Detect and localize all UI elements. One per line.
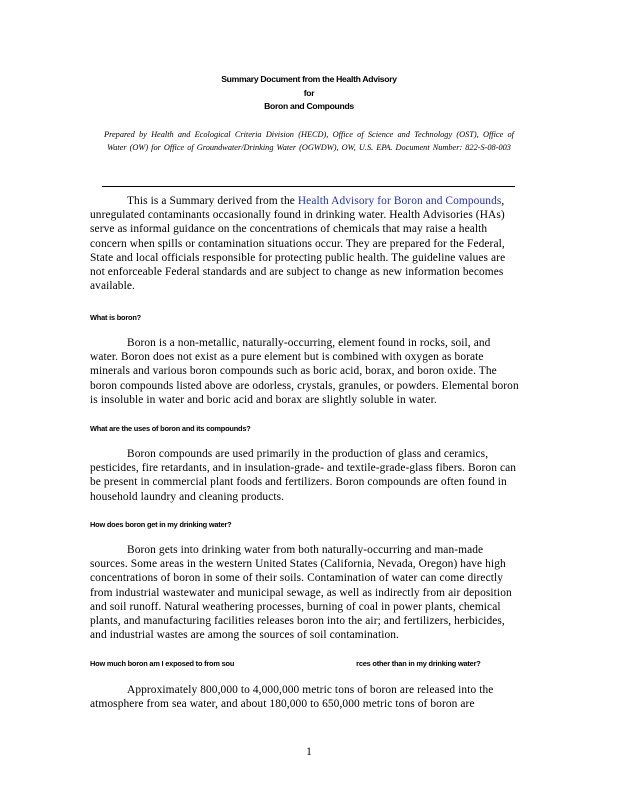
title-line: Boron and Compounds <box>264 101 354 111</box>
section-text: Boron compounds are used primarily in the production of glass and ceramics, pesticides, fire retardants, and in insulation-grade- and textile-grade-glass fibers. Boron can be present in commercial plant foods and fertilizers. Boron compounds are often found in household laundry and cleaning products. <box>90 448 517 503</box>
section-paragraph <box>90 336 520 407</box>
section-text: Boron is a non-metallic, naturally-occurring, element found in rocks, soil, and water. Boron does not exist as a pure element but is combined with oxygen as borate minerals and various boron compounds such as boric acid, borax, and boron oxide. The boron compounds listed above are odorless, crystals, granules, or powders. Elemental boron is insoluble in water and boric acid and borax are slightly soluble in water. <box>90 337 519 406</box>
horizontal-rule <box>102 186 515 187</box>
intro-lead: This is a Summary derived from the <box>127 195 295 207</box>
prepared-by-statement: Prepared by Health and Ecological Criteria Division (HECD), Office of Science and Technology (OST), Office of Water (OW) for Office of Groundwater/Drinking Water (OGWDW), OW, U.S. EPA. Document Number: 822-S-08-003 <box>104 130 514 153</box>
section-heading: What are the uses of boron and its compounds? <box>90 424 251 433</box>
intro-rest: , unregulated contaminants occasionally found in drinking water. Health Advisories (HAs) serve as informal guidance on the concentrations of chemicals that may raise a health concern when spills or contamination situations occur. They are prepared for the Federal, State and local officials responsible for protecting public health. The guideline values are not enforceable Federal standards and are subject to change as new information becomes available. <box>90 195 506 293</box>
section-text: Boron gets into drinking water from both naturally-occurring and man-made sources. Some areas in the western United States (California, Nevada, Oregon) have high concentrations of boron in some of their soils. Contamination of water can come directly from industrial wastewater and municipal sewage, as well as indirectly from air deposition and soil runoff. Natural weathering processes, burning of coal in power plants, chemical plants, and manufacturing facilities releases boron into the air; and fertilizers, herbicides, and industrial wastes are among the sources of soil contamination. <box>90 544 512 642</box>
section-text: Approximately 800,000 to 4,000,000 metric tons of boron are released into the atmosphere from sea water, and about 180,000 to 650,000 metric tons of boron are <box>90 684 494 711</box>
intro-paragraph <box>90 194 520 293</box>
section-heading <box>90 659 530 669</box>
health-advisory-link[interactable]: Health Advisory for Boron and Compounds <box>297 195 502 207</box>
title-line: for <box>303 87 315 98</box>
document-title <box>0 73 618 114</box>
section-heading-part: rces other than in my drinking water? <box>356 659 481 668</box>
section-heading: What is boron? <box>90 313 141 322</box>
title-line: Summary Document from the Health Advisory <box>221 74 397 84</box>
section-heading: How does boron get in my drinking water? <box>90 520 232 529</box>
section-heading-part: How much boron am I exposed to from sou <box>90 659 235 668</box>
section-paragraph <box>90 543 520 642</box>
section-paragraph <box>90 683 520 711</box>
page-number: 1 <box>306 746 312 758</box>
section-paragraph <box>90 447 520 504</box>
